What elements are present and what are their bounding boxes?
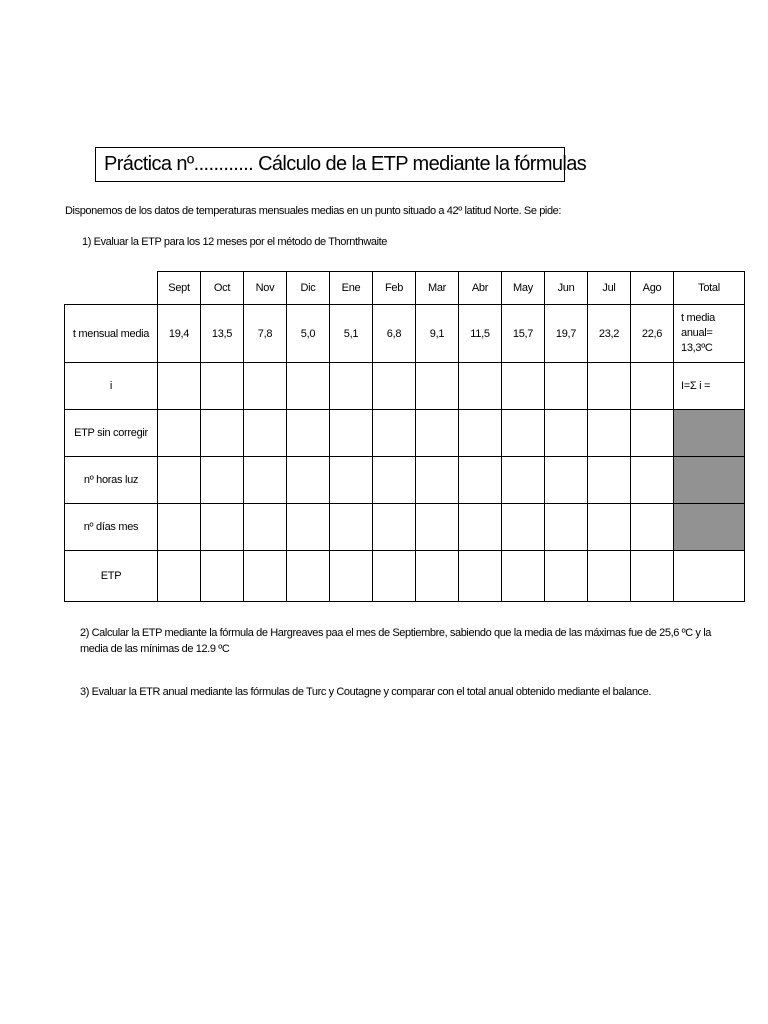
hatched-cell xyxy=(674,457,745,504)
month-header: Oct xyxy=(201,272,244,305)
empty-cell xyxy=(545,363,588,410)
empty-cell xyxy=(373,551,416,602)
temperature-cell: 22,6 xyxy=(631,305,674,363)
empty-cell xyxy=(201,457,244,504)
month-header: Nov xyxy=(244,272,287,305)
empty-cell xyxy=(287,363,330,410)
empty-cell xyxy=(287,457,330,504)
table-row-etp-sin-corregir xyxy=(65,410,745,457)
empty-cell xyxy=(459,363,502,410)
hatched-cell xyxy=(674,410,745,457)
temperature-cell: 23,2 xyxy=(588,305,631,363)
empty-cell xyxy=(502,410,545,457)
month-header: May xyxy=(502,272,545,305)
empty-cell xyxy=(244,363,287,410)
empty-cell xyxy=(373,410,416,457)
row-label: ETP sin corregir xyxy=(65,410,158,457)
empty-cell xyxy=(201,504,244,551)
empty-cell xyxy=(330,504,373,551)
empty-cell xyxy=(416,410,459,457)
month-header: Ago xyxy=(631,272,674,305)
month-header: Jun xyxy=(545,272,588,305)
month-header: Jul xyxy=(588,272,631,305)
empty-cell xyxy=(201,410,244,457)
empty-cell xyxy=(459,410,502,457)
temperature-cell: 11,5 xyxy=(459,305,502,363)
empty-cell xyxy=(201,363,244,410)
question-2: 2) Calcular la ETP mediante la fórmula de Hargreaves paa el mes de Septiembre, sabiendo que la media de las máximas fue de 25,6 ºC y la media de las mínimas de 12.9 ºC xyxy=(80,627,711,655)
temperature-cell: 5,0 xyxy=(287,305,330,363)
empty-cell xyxy=(373,363,416,410)
empty-cell xyxy=(588,410,631,457)
empty-cell xyxy=(330,457,373,504)
temperature-cell: 7,8 xyxy=(244,305,287,363)
empty-cell xyxy=(459,551,502,602)
month-header: Feb xyxy=(373,272,416,305)
total-media-value: 13,3ºC xyxy=(681,342,713,354)
empty-cell xyxy=(631,363,674,410)
empty-cell xyxy=(588,363,631,410)
empty-cell xyxy=(416,551,459,602)
empty-cell xyxy=(287,551,330,602)
empty-cell xyxy=(545,504,588,551)
corner-cell xyxy=(65,272,158,305)
empty-cell xyxy=(158,551,201,602)
empty-cell xyxy=(631,410,674,457)
empty-cell xyxy=(416,457,459,504)
temperature-cell: 19,7 xyxy=(545,305,588,363)
temperature-cell: 9,1 xyxy=(416,305,459,363)
month-header: Ene xyxy=(330,272,373,305)
empty-cell xyxy=(631,551,674,602)
empty-cell xyxy=(502,551,545,602)
table-row-dias-mes xyxy=(65,504,745,551)
empty-cell xyxy=(502,363,545,410)
empty-cell xyxy=(287,504,330,551)
table-row-i xyxy=(65,363,745,410)
empty-cell xyxy=(588,457,631,504)
empty-cell xyxy=(373,504,416,551)
month-header: Sept xyxy=(158,272,201,305)
empty-cell xyxy=(545,457,588,504)
row-label: nº horas luz xyxy=(65,457,158,504)
question-1: 1) Evaluar la ETP para los 12 meses por el método de Thornthwaite xyxy=(82,236,387,248)
empty-cell xyxy=(158,457,201,504)
table-row-t-mensual xyxy=(65,305,745,363)
table-row-etp xyxy=(65,551,745,602)
intro-text: Disponemos de los datos de temperaturas mensuales medias en un punto situado a 42º latitud Norte. Se pide: xyxy=(65,205,562,217)
month-header: Abr xyxy=(459,272,502,305)
empty-cell xyxy=(244,410,287,457)
empty-cell xyxy=(459,457,502,504)
empty-cell xyxy=(201,551,244,602)
question-3: 3) Evaluar la ETR anual mediante las fórmulas de Turc y Coutagne y comparar con el total anual obtenido mediante el balance. xyxy=(80,686,652,698)
empty-cell xyxy=(330,363,373,410)
empty-cell xyxy=(631,504,674,551)
empty-cell xyxy=(502,457,545,504)
temperature-cell: 13,5 xyxy=(201,305,244,363)
empty-cell xyxy=(416,363,459,410)
empty-cell xyxy=(588,551,631,602)
total-media-cell xyxy=(674,305,745,363)
empty-cell xyxy=(287,410,330,457)
temperature-cell: 15,7 xyxy=(502,305,545,363)
empty-cell xyxy=(330,551,373,602)
empty-cell xyxy=(459,504,502,551)
empty-cell xyxy=(244,457,287,504)
total-media-label: t media anual= xyxy=(681,312,715,339)
row-label: i xyxy=(65,363,158,410)
table-row-horas-luz xyxy=(65,457,745,504)
row-label: nº días mes xyxy=(65,504,158,551)
empty-cell xyxy=(502,504,545,551)
empty-cell xyxy=(244,551,287,602)
empty-cell xyxy=(330,410,373,457)
empty-cell xyxy=(416,504,459,551)
month-header: Mar xyxy=(416,272,459,305)
empty-cell xyxy=(158,363,201,410)
empty-cell xyxy=(674,551,745,602)
temperature-cell: 19,4 xyxy=(158,305,201,363)
empty-cell xyxy=(158,504,201,551)
empty-cell xyxy=(588,504,631,551)
header-row xyxy=(65,272,745,305)
total-i-cell: I=Σ i = xyxy=(674,363,745,410)
empty-cell xyxy=(631,457,674,504)
empty-cell xyxy=(244,504,287,551)
row-label: ETP xyxy=(65,551,158,602)
temperature-cell: 6,8 xyxy=(373,305,416,363)
empty-cell xyxy=(545,410,588,457)
empty-cell xyxy=(373,457,416,504)
hatched-cell xyxy=(674,504,745,551)
row-label: t mensual media xyxy=(65,305,158,363)
month-header: Dic xyxy=(287,272,330,305)
page-title: Práctica nº............ Cálculo de la ETP mediante la fórmulas xyxy=(95,147,565,182)
temperature-cell: 5,1 xyxy=(330,305,373,363)
empty-cell xyxy=(158,410,201,457)
data-table xyxy=(64,271,745,602)
empty-cell xyxy=(545,551,588,602)
total-header: Total xyxy=(674,272,745,305)
